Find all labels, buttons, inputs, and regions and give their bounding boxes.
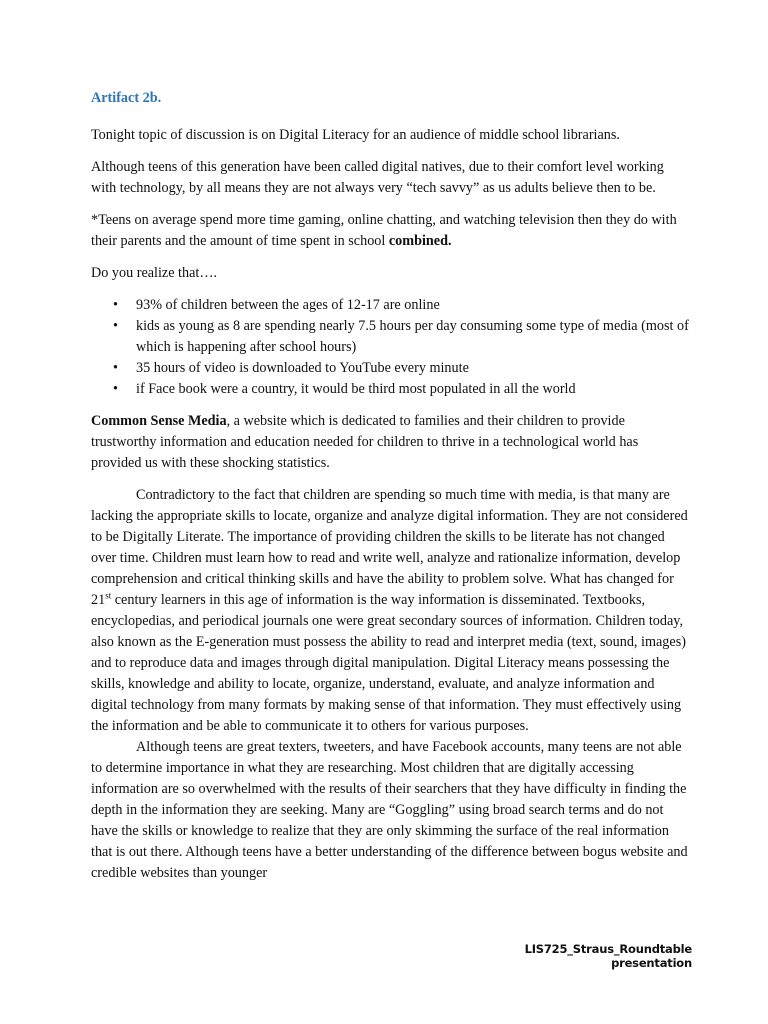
document-body bbox=[91, 88, 691, 884]
statistics-list bbox=[91, 295, 691, 400]
bullet-icon: • bbox=[113, 360, 118, 376]
realize-paragraph: Do you realize that…. bbox=[91, 265, 218, 281]
digital-natives-paragraph: Although teens of this generation have been called digital natives, due to their comfort level working with technology, by all means they are not always very “tech savvy” as us adults believe then to be. bbox=[91, 159, 664, 196]
list-item bbox=[91, 295, 691, 316]
teens-time-paragraph bbox=[91, 210, 691, 252]
intro-paragraph: Tonight topic of discussion is on Digital Literacy for an audience of middle school librarians. bbox=[91, 127, 620, 143]
footer-label: LIS725_Straus_Roundtable presentation bbox=[524, 942, 692, 970]
list-item-text: 93% of children between the ages of 12-17 are online bbox=[136, 297, 440, 313]
common-sense-media-name: Common Sense Media bbox=[91, 413, 227, 429]
list-item bbox=[91, 316, 691, 358]
combined-emphasis: combined. bbox=[388, 233, 452, 249]
list-item bbox=[91, 358, 691, 379]
contradictory-text-start: Contradictory to the fact that children are spending so much time with media, is that many are lacking the appropriate skills to locate, organize and analyze digital information. They are not considered to be Digitally Literate. The importance of providing children the skills to be literate has not changed over time. Children must learn how to read and write well, analyze and rationalize information, develop comprehension and critical thinking skills and have the ability to problem solve. What has changed for 21 bbox=[91, 487, 688, 608]
common-sense-media-text: , a website which is dedicated to families and their children to provide trustworthy information and education needed for children to thrive in a technological world has provided us with these shocking statistics. bbox=[91, 413, 639, 471]
contradictory-text-end: century learners in this age of information is the way information is disseminated. Textbooks, encyclopedias, and periodical journals one were great secondary sources of information. Children today, also known as the E-generation must possess the ability to read and interpret media (text, sound, images) and to reproduce data and images through digital manipulation. Digital Literacy means possessing the skills, knowledge and ability to locate, organize, understand, evaluate, and analyze information and digital technology from many formats by making sense of that information. They must effectively using the information and be able to communicate it to others for various purposes. bbox=[91, 592, 686, 734]
artifact-heading: Artifact 2b. bbox=[91, 90, 162, 106]
bullet-icon: • bbox=[113, 297, 118, 313]
texters-paragraph: Although teens are great texters, tweeters, and have Facebook accounts, many teens are not able to determine importance in what they are researching. Most children that are digitally accessing information are so overwhelmed with the results of their searchers that they have difficulty in finding the depth in the information they are seeking. Many are “Goggling” using broad search terms and do not have the skills or knowledge to realize that they are only skimming the surface of the real information that is out there. Although teens have a better understanding of the difference between bogus website and credible websites than younger bbox=[91, 739, 688, 881]
teens-time-text: *Teens on average spend more time gaming, online chatting, and watching television then they do with their parents and the amount of time spent in school bbox=[91, 212, 677, 249]
common-sense-media-paragraph bbox=[91, 411, 691, 474]
bullet-icon: • bbox=[113, 318, 118, 334]
list-item-text: kids as young as 8 are spending nearly 7.5 hours per day consuming some type of media (most of which is happening after school hours) bbox=[136, 318, 689, 355]
list-item bbox=[91, 379, 691, 400]
list-item-text: 35 hours of video is downloaded to YouTube every minute bbox=[136, 360, 469, 376]
list-item-text: if Face book were a country, it would be third most populated in all the world bbox=[136, 381, 576, 397]
contradictory-paragraph bbox=[91, 485, 691, 737]
bullet-icon: • bbox=[113, 381, 118, 397]
ordinal-superscript: st bbox=[105, 590, 112, 601]
